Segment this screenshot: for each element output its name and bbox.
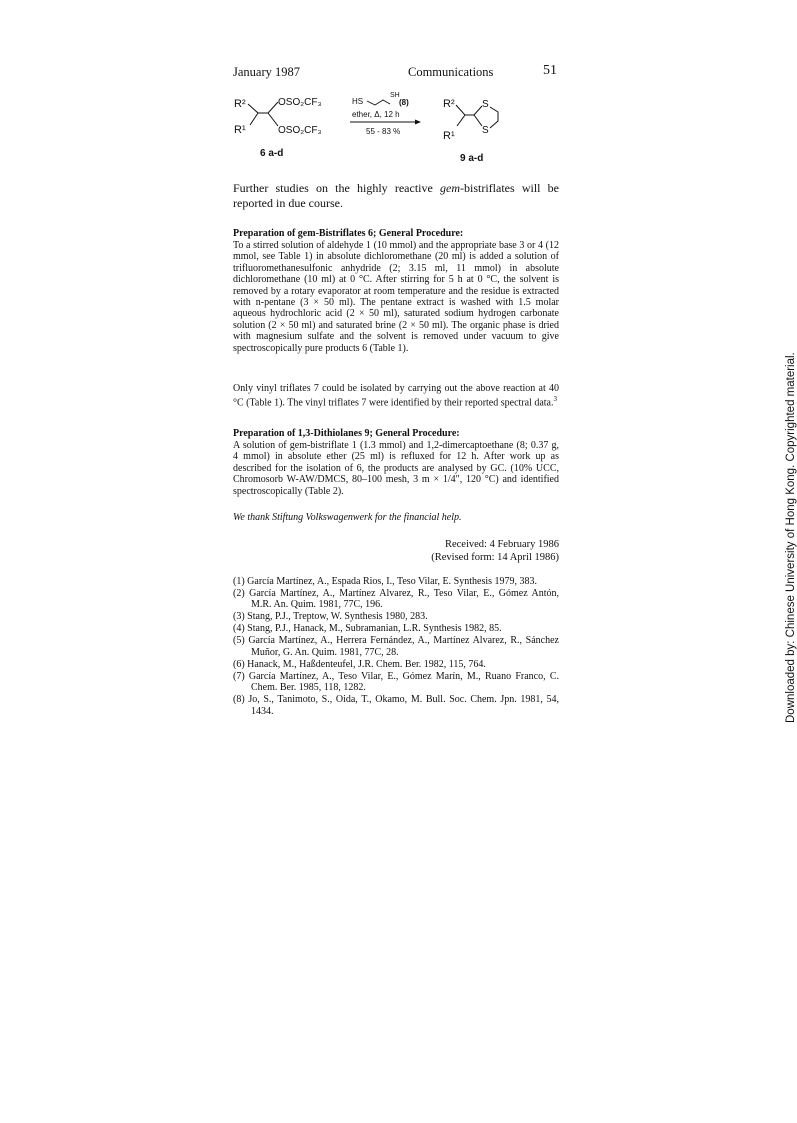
header-page-number: 51 bbox=[543, 63, 557, 78]
reactant-top-group: OSO₂CF₃ bbox=[278, 97, 322, 108]
reference-item bbox=[233, 588, 559, 611]
product-s-bottom: S bbox=[482, 125, 489, 136]
reference-item bbox=[233, 635, 559, 658]
product-r1-label: R¹ bbox=[443, 130, 455, 142]
reference-item bbox=[233, 611, 559, 622]
reaction-conditions: ether, Δ, 12 h bbox=[352, 110, 400, 119]
further-term: gem bbox=[440, 181, 460, 195]
reactant-bond-left bbox=[248, 104, 258, 125]
reference-item bbox=[233, 659, 559, 670]
preparation-dithiolanes-text: A solution of gem-bistriflate 1 (1.3 mmol) and 1,2-dimercaptoethane (8; 0.37 g, 4 mmol) in absolute ether (25 ml) is refluxed for 12 h. After work up as described for the isolation of 6, the products are analysed by GC. (10% UCC, Chromosorb W-AW/DMCS, 80–100 mesh, 3 m × 1/4", 120 °C) and identified spectroscopically (Table 2). bbox=[233, 440, 559, 497]
reagent-hs: HS bbox=[352, 97, 364, 106]
reference-item bbox=[233, 694, 559, 717]
preparation-dithiolanes-heading: Preparation of 1,3-Dithiolanes 9; General Procedure: bbox=[233, 428, 460, 439]
reference-number: (6) bbox=[233, 658, 245, 670]
product-bond-left bbox=[456, 105, 465, 126]
reactant-bond-right bbox=[258, 102, 278, 126]
received-date: Received: 4 February 1986 bbox=[444, 539, 559, 550]
reaction-yield: 55 - 83 % bbox=[366, 127, 401, 136]
reactant-bottom-group: OSO₂CF₃ bbox=[278, 125, 322, 136]
reference-text: García Martínez, A., Teso Vilar, E., Gómez Marín, M., Ruano Franco, C. Chem. Ber. 1985, 118, 1282. bbox=[248, 670, 559, 694]
dithiolane-ring-bonds bbox=[490, 107, 498, 128]
reaction-scheme bbox=[228, 88, 568, 168]
further-studies-paragraph bbox=[233, 181, 559, 211]
reactant-r2-label: R² bbox=[234, 98, 246, 110]
vinyl-triflates-text: Only vinyl triflates 7 could be isolated by carrying out the above reaction at 40 °C (Table 1). The vinyl triflates 7 were identified by their reported spectral data. bbox=[233, 383, 559, 409]
preparation-bistriflates-heading: Preparation of gem-Bistriflates 6; General Procedure: bbox=[233, 228, 464, 239]
reference-number: (3) bbox=[233, 611, 245, 623]
reference-text: Stang, P.J., Hanack, M., Subramanian, L.R. Synthesis 1982, 85. bbox=[247, 623, 502, 635]
vinyl-triflates-paragraph bbox=[233, 383, 559, 409]
preparation-dithiolanes-section bbox=[233, 428, 559, 497]
download-watermark: Downloaded by: Chinese University of Hong Kong. Copyrighted material. bbox=[785, 352, 797, 723]
further-lead: Further studies on the highly reactive bbox=[233, 181, 440, 195]
reference-text: García Martínez, A., Espada Rios, I., Teso Vilar, E. Synthesis 1979, 383. bbox=[247, 576, 538, 587]
product-s-top: S bbox=[482, 99, 489, 110]
reference-item bbox=[233, 623, 559, 634]
acknowledgement bbox=[233, 512, 559, 523]
reference-text: García Martínez, A., Martínez Alvarez, R., Teso Vilar, E., Gómez Antón, M.R. An. Quim. 1981, 77C, 196. bbox=[249, 588, 560, 611]
reactant-compound-label: 6 a-d bbox=[260, 148, 284, 159]
header-section: Communications bbox=[408, 65, 494, 79]
preparation-bistriflates-text: To a stirred solution of aldehyde 1 (10 mmol) and the appropriate base 3 or 4 (12 mmol, see Table 1) in absolute dichloromethane (20 ml) is added a solution of trifluoromethanesulfonic anhydride (2; 3.15 ml, 11 mmol) in absolute dichloromethane (10 ml) at 0 °C. After stirring for 5 h at 0 °C, the solvent is removed by a rotary evaporator at room temperature and the residue is extracted with n-pentane (3 × 50 ml). The pentane extract is washed with 1.5 molar aqueous hydrochloric acid (2 × 50 ml), saturated sodium hydrogen carbonate solution (2 × 50 ml) and saturated brine (2 × 50 ml). The organic phase is dried with magnesium sulfate and the solvent is removed under vacuum to give spectroscopically pure products 6 (Table 1). bbox=[233, 240, 559, 354]
header-date: January 1987 bbox=[233, 65, 300, 79]
product-bond-right bbox=[465, 106, 482, 126]
reference-text: Hanack, M., Haßdenteufel, J.R. Chem. Ber. 1982, 115, 764. bbox=[247, 658, 486, 670]
reactant-r1-label: R¹ bbox=[234, 124, 246, 136]
received-dates bbox=[431, 538, 559, 564]
preparation-bistriflates-section bbox=[233, 228, 559, 354]
product-compound-label: 9 a-d bbox=[460, 153, 484, 164]
reference-item bbox=[233, 671, 559, 694]
further-rest: -bistriflates will be reported in due course. bbox=[233, 181, 559, 210]
reference-text: Stang, P.J., Treptow, W. Synthesis 1980, 283. bbox=[247, 611, 428, 623]
reaction-arrow-head bbox=[415, 120, 421, 125]
reagent-compound-label: (8) bbox=[399, 98, 409, 107]
reference-text: Jo, S., Tanimoto, S., Oida, T., Okamo, M. Bull. Soc. Chem. Jpn. 1981, 54, 1434. bbox=[248, 694, 560, 717]
reference-text: García Martínez, A., Herrera Fernández, A., Martínez Alvarez, R., Sánchez Muñor, G. An. Quim. 1981, 77C, 28. bbox=[248, 635, 559, 658]
acknowledgement-text: We thank Stiftung Volkswagenwerk for the financial help. bbox=[233, 512, 462, 523]
product-r2-label: R² bbox=[443, 98, 455, 110]
reagent-chain bbox=[367, 100, 390, 105]
revised-date: (Revised form: 14 April 1986) bbox=[431, 552, 559, 563]
reference-number: (2) bbox=[233, 588, 245, 599]
reference-number: (1) bbox=[233, 576, 245, 587]
footnote-ref: 3 bbox=[553, 395, 557, 404]
reference-number: (4) bbox=[233, 623, 245, 635]
reference-list bbox=[233, 576, 559, 718]
reference-item bbox=[233, 576, 559, 587]
reagent-sh: SH bbox=[390, 92, 400, 99]
reference-number: (8) bbox=[233, 694, 245, 706]
reference-number: (5) bbox=[233, 635, 245, 647]
reference-number: (7) bbox=[233, 670, 245, 682]
